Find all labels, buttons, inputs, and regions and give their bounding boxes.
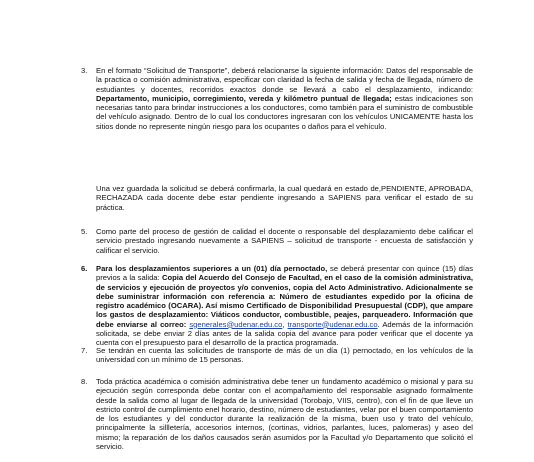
email-link-sgenerales[interactable]: sgenerales@udenar.edu.co [189,319,283,329]
item-text: Como parte del proceso de gestión de calidad el docente o responsable del desplazamiento debe calificar el servicio prestado ingresando nuevamente a SAPIENS – solicitud de transporte - encuesta de satisfacción y calificar el servicio. [96,227,473,255]
item-text: Para los desplazamientos superiores a un (01) día pernoctado, se deberá presentar con quince (15) días previos a la salida: Copia del Acuerdo del Consejo de Facultad, en el caso de la comisión administrativa, de servicios y ejecución de proyectos y/o convenios, copia del Acto Administrativo. Adicionalmente se debe suministrar información con referencia a: Número de estudiantes expedido por la oficina de registro académico (OCARA). Así mismo Certificado de Disponibilidad Presupuestal (CDP), que ampare los gastos de desplazamiento: Viáticos conductor, combustible, peajes, parqueadero. Información que debe enviarse al correo: sgenerales@udenar.edu.co, transporte@udenar.edu.co. Además de la información solicitada, se debe enviar 2 días antes de la salida copia del avance para poder verificar que el docente ya cuenta con el presupuesto para el desarrollo de la practica programada. [96,264,473,347]
list-item-7 [81,346,473,365]
item-number: 5. [81,227,88,236]
item-text: Toda práctica académica o comisión administrativa debe tener un fundamento académico o misional y para su ejecución según corresponda debe contar con el acompañamiento del responsable asignado formalmente desde la salida como al lugar de llegada de la universidad (Torobajo, VIIS, centro), con el fin de que lleve un estricto control de cumplimiento enel horario, destino, número de estudiantes, velar por el buen comportamiento de los estudiantes y del conductor durante la realización de la misma, buen uso y trato del vehículo, principalmente la sillletería, accesorios internos, (cortinas, vidrios, parlantes, luces, palomeras) y aseo del mismo; la reparación de los daños causados serán asumidos por la Facultad y/o Departamento que solicitó el servicio. [96,377,473,451]
list-item-8 [81,377,473,451]
list-item-5 [81,227,473,255]
list-item-6 [81,264,473,347]
item-number: 6. [81,264,88,273]
item-number: 7. [81,346,88,355]
location-requirements: Departamento, municipio, corregimiento, vereda y kilómetro puntual de llegada; [96,93,392,103]
list-item-3 [81,66,473,131]
email-link-transporte[interactable]: transporte@udenar.edu.co [287,319,378,329]
confirmation-paragraph: Una vez guardada la solicitud se deberá confirmarla, la cual quedará en estado de,PENDIENTE, APROBADA, RECHAZADA cada docente debe estar pendiente ingresando a SAPIENS para verificar el estado de su práctica. [96,184,473,212]
item-number: 3. [81,66,88,75]
item-text: En el formato “Solicitud de Transporte”, deberá relacionarse la siguiente información: Datos del responsable de la practica o comisión administrativa, especificar con claridad la fecha de salida y fecha de llegada, número de estudiantes y docentes, recorridos exactos donde se llevará a cabo el desplazamiento, indicando: Departamento, municipio, corregimiento, vereda y kilómetro puntual de llegada; estas indicaciones son necesarias tanto para brindar instrucciones a los conductores, como también para el suministro de combustible del vehículo asignado. Dentro de lo cual los conductores ingresaran con los vehículos UNICAMENTE hasta los sitios donde no represente ningún riesgo para los ocupantes o daños para el vehículo. [96,66,474,131]
item-text: Se tendrán en cuenta las solicitudes de transporte de más de un día (1) pernoctado, en los vehículos de la universidad con un mínimo de 15 personas. [96,346,473,365]
item-number: 8. [81,377,88,386]
